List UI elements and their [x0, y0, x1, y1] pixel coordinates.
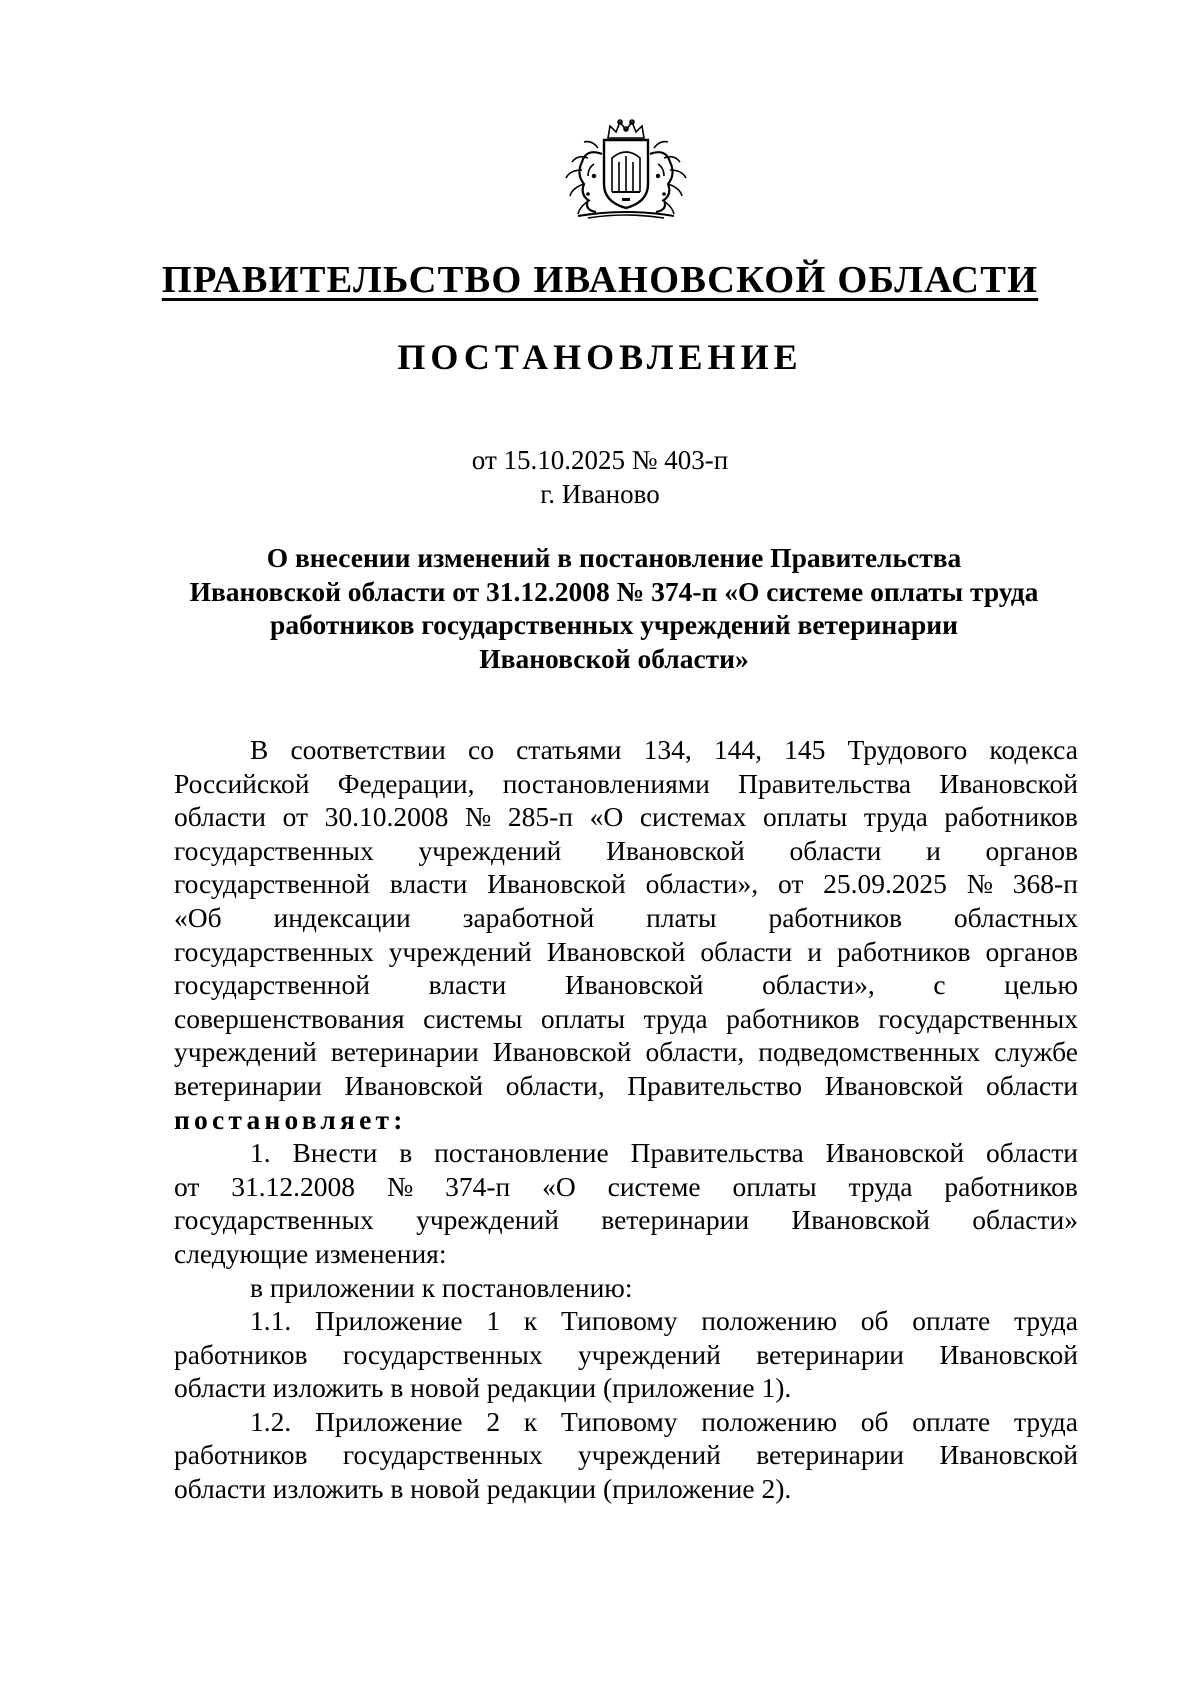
preamble-line: ветеринарии Ивановской области, Правительство Ивановской области	[174, 1069, 1078, 1101]
preamble-line: государственных учреждений Ивановской области и работников органов	[174, 935, 1078, 967]
item-1-line: следующие изменения:	[174, 1237, 447, 1269]
item-1-1-line: 1.1. Приложение 1 к Типовому положению об оплате труда	[250, 1305, 1078, 1337]
document-type: ПОСТАНОВЛЕНИЕ	[397, 337, 803, 377]
coat-of-arms-icon	[558, 118, 694, 222]
preamble-line: государственной власти Ивановской области», от 25.09.2025 № 368-п	[174, 868, 1078, 900]
preamble-line: государственных учреждений Ивановской области и органов	[174, 834, 1078, 866]
item-1-2-line: области изложить в новой редакции (приложение 2).	[174, 1473, 792, 1505]
preamble-line: области от 30.10.2008 № 285-п «О системах оплаты труда работников	[174, 801, 1078, 833]
document-date-number: от 15.10.2025 № 403-п	[471, 445, 729, 475]
document-body	[174, 733, 1078, 1506]
subject-line: работников государственных учреждений ветеринарии	[270, 609, 958, 641]
item-1-intro: в приложении к постановлению:	[250, 1271, 633, 1303]
preamble-line: учреждений ветеринарии Ивановской области, подведомственных службе	[174, 1036, 1078, 1068]
item-1-2-line: 1.2. Приложение 2 к Типовому положению об оплате труда	[250, 1405, 1078, 1437]
item-1-line: от 31.12.2008 № 374-п «О системе оплаты труда работников	[174, 1170, 1078, 1202]
preamble-line: «Об индексации заработной платы работников областных	[174, 901, 1078, 933]
document-city: г. Иваново	[540, 479, 660, 509]
preamble-line: совершенствования системы оплаты труда работников государственных	[174, 1002, 1078, 1034]
preamble-line: Российской Федерации, постановлениями Правительства Ивановской	[174, 767, 1078, 799]
subject-line: Ивановской области от 31.12.2008 № 374-п «О системе оплаты труда	[189, 575, 1039, 607]
item-1-line: 1. Внести в постановление Правительства Ивановской области	[250, 1137, 1078, 1169]
decree-word: постановляет:	[174, 1103, 407, 1135]
item-1-1-line: области изложить в новой редакции (приложение 1).	[174, 1372, 792, 1404]
preamble-line: государственной власти Ивановской области», с целью	[174, 969, 1078, 1001]
item-1-2-line: работников государственных учреждений ветеринарии Ивановской	[174, 1439, 1078, 1471]
item-1-line: государственных учреждений ветеринарии Ивановской области»	[174, 1204, 1078, 1236]
preamble-line: В соответствии со статьями 134, 144, 145 Трудового кодекса	[250, 734, 1078, 765]
organization-title: ПРАВИТЕЛЬСТВО ИВАНОВСКОЙ ОБЛАСТИ	[161, 259, 1039, 301]
subject-line: О внесении изменений в постановление Правительства	[266, 542, 962, 573]
item-1-1-line: работников государственных учреждений ветеринарии Ивановской	[174, 1338, 1078, 1370]
document-subject	[160, 541, 1068, 675]
subject-line: Ивановской области»	[479, 642, 749, 674]
